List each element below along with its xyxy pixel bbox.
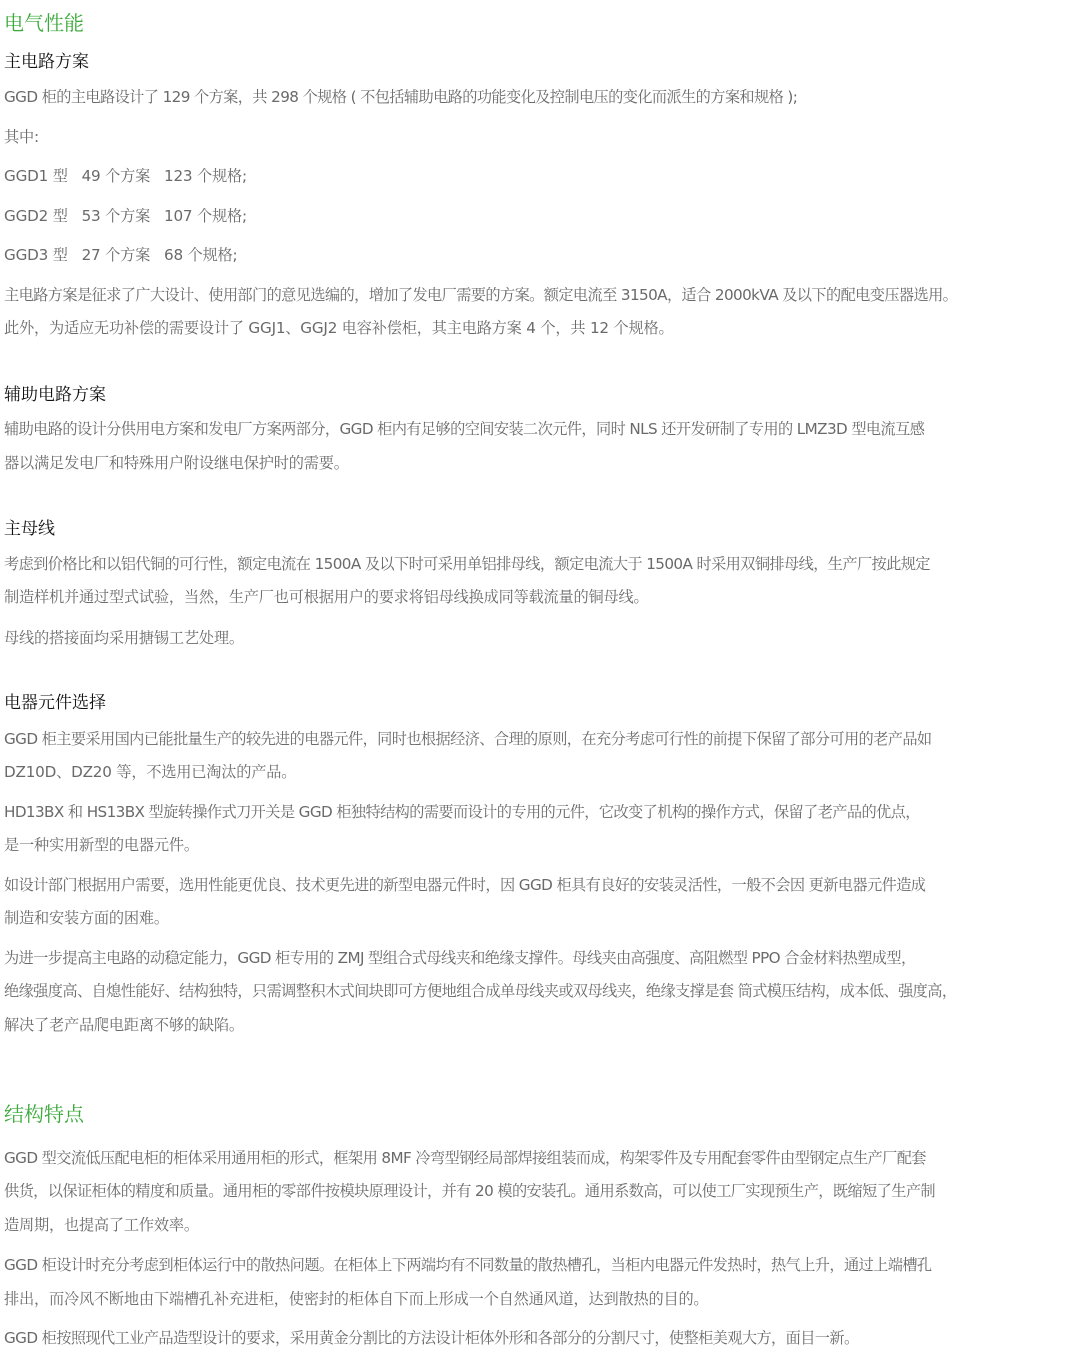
paragraph-line: GGD1 型 49 个方案 123 个规格;	[4, 167, 247, 185]
paragraph-line: GGD 柜的主电路设计了 129 个方案，共 298 个规格 ( 不包括辅助电路的功能变化及控制电压的变化而派生的方案和规格 );	[4, 88, 798, 106]
paragraph-line: HD13BX 和 HS13BX 型旋转操作式刀开关是 GGD 柜独特结构的需要而设计的专用的元件，它改变了机构的操作方式，保留了老产品的优点，	[4, 803, 920, 821]
paragraph-line: 为进一步提高主电路的动稳定能力，GGD 柜专用的 ZMJ 型组合式母线夹和绝缘支撑件。母线夹由高强度、高阻燃型 PPO 合金材料热塑成型，	[4, 949, 916, 967]
paragraph-line: 绝缘强度高、自熄性能好、结构独特，只需调整积木式间块即可方便地组合成单母线夹或双母线夹，绝缘支撑是套 筒式模压结构，成本低、强度高，	[4, 982, 957, 1000]
paragraph-line: 是一种实用新型的电器元件。	[4, 836, 199, 854]
paragraph-line: GGD2 型 53 个方案 107 个规格;	[4, 207, 247, 225]
paragraph-line: GGD 柜主要采用国内已能批量生产的较先进的电器元件，同时也根据经济、合理的原则，在充分考虑可行性的前提下保留了部分可用的老产品如	[4, 730, 932, 748]
paragraph-line: 排出，而冷风不断地由下端槽孔补充进柜，使密封的柜体自下而上形成一个自然通风道，达到散热的目的。	[4, 1290, 709, 1308]
paragraph-line: 器以满足发电厂和特殊用户附设继电保护时的需要。	[4, 454, 349, 472]
paragraph-line: 如设计部门根据用户需要，选用性能更优良、技术更先进的新型电器元件时，因 GGD 柜具有良好的安装灵活性，一般不会因 更新电器元件造成	[4, 876, 926, 894]
paragraph-line: 供货，以保证柜体的精度和质量。通用柜的零部件按模块原理设计，并有 20 模的安装孔。通用系数高，可以使工厂实现预生产，既缩短了生产制	[4, 1182, 936, 1200]
paragraph-line: GGD3 型 27 个方案 68 个规格;	[4, 246, 238, 264]
heading-components: 电器元件选择	[4, 693, 106, 713]
paragraph-line: 其中:	[4, 128, 39, 146]
paragraph-line: 辅助电路的设计分供用电方案和发电厂方案两部分，GGD 柜内有足够的空间安装二次元件，同时 NLS 还开发研制了专用的 LMZ3D 型电流互感	[4, 420, 925, 438]
heading-main-circuit: 主电路方案	[4, 52, 89, 72]
paragraph-line: 母线的搭接面均采用搪锡工艺处理。	[4, 629, 244, 647]
heading-aux-circuit: 辅助电路方案	[4, 385, 106, 405]
paragraph-line: GGD 型交流低压配电柜的柜体采用通用柜的形式，框架用 8MF 冷弯型钢经局部焊接组装而成，构架零件及专用配套零件由型钢定点生产厂配套	[4, 1149, 926, 1167]
paragraph-line: GGD 柜设计时充分考虑到柜体运行中的散热问题。在柜体上下两端均有不同数量的散热槽孔，当柜内电器元件发热时，热气上升，通过上端槽孔	[4, 1256, 932, 1274]
paragraph-line: 制造样机并通过型式试验，当然，生产厂也可根据用户的要求将铝母线换成同等载流量的铜母线。	[4, 588, 649, 606]
paragraph-line: 解决了老产品爬电距离不够的缺陷。	[4, 1016, 244, 1034]
paragraph-line: DZ10D、DZ20 等，不选用已淘汰的产品。	[4, 763, 297, 781]
paragraph-line: 造周期，也提高了工作效率。	[4, 1216, 199, 1234]
paragraph-line: 考虑到价格比和以铝代铜的可行性，额定电流在 1500A 及以下时可采用单铝排母线，额定电流大于 1500A 时采用双铜排母线，生产厂按此规定	[4, 555, 930, 573]
section-title-electrical: 电气性能	[4, 11, 84, 35]
paragraph-line: GGD 柜按照现代工业产品造型设计的要求，采用黄金分割比的方法设计柜体外形和各部分的分割尺寸，使整柜美观大方，面目一新。	[4, 1329, 859, 1347]
heading-main-busbar: 主母线	[4, 519, 55, 539]
paragraph-line: 制造和安装方面的困难。	[4, 909, 169, 927]
section-title-structure: 结构特点	[4, 1102, 84, 1126]
paragraph-line: 此外，为适应无功补偿的需要设计了 GGJ1、GGJ2 电容补偿柜，其主电路方案 4 个，共 12 个规格。	[4, 319, 674, 337]
paragraph-line: 主电路方案是征求了广大设计、使用部门的意见选编的，增加了发电厂需要的方案。额定电流至 3150A，适合 2000kVA 及以下的配电变压器选用。	[4, 286, 958, 304]
